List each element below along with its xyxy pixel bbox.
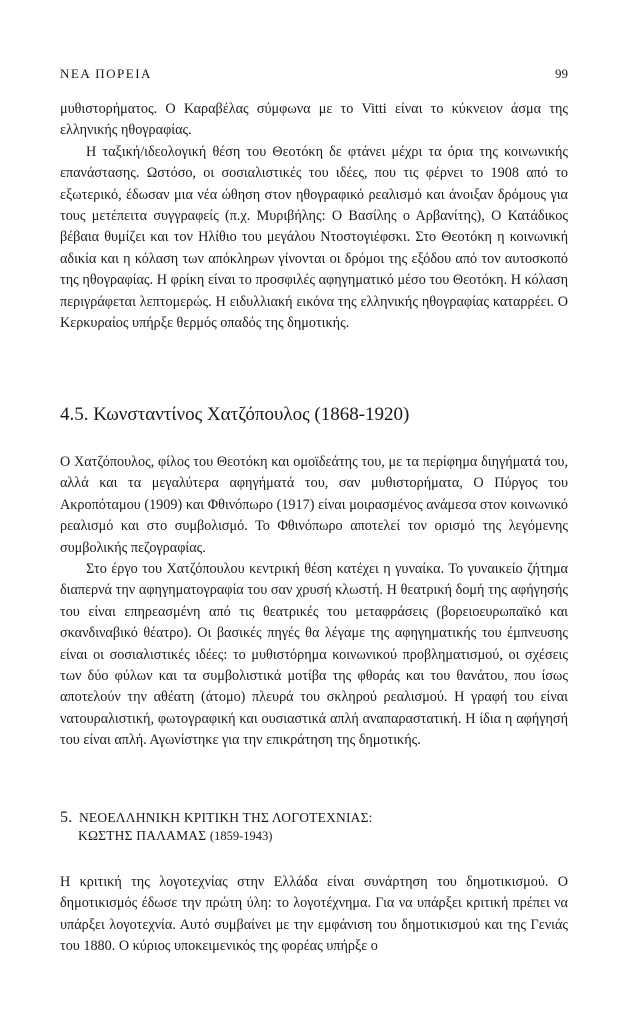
section-title-line-1: ΝΕΟΕΛΛΗΝΙΚΗ ΚΡΙΤΙΚΗ ΤΗΣ ΛΟΓΟΤΕΧΝΙΑΣ:	[78, 810, 373, 825]
section-title-dates: (1859-1943)	[209, 829, 273, 843]
paragraph: Στο έργο του Χατζόπουλου κεντρική θέση κατέχει η γυναίκα. Το γυναικείο ζήτημα διαπερνά την αφηγηματογραφία του σαν χρυσή κλωστή. Η θεατρική δομή της αφήγησής του είναι επηρεασμένη από τις θεατρικές του μεταφράσεις (βορειοευρωπαϊκό και σκανδιναβικό θέατρο). Οι βασικές πηγές θα λέγαμε της αφηγηματικής του έμπνευσης είναι οι σοσιαλιστικές ιδέες: το μυθιστόρημα κοινωνικού προβληματισμού, οι σχέσεις των δύο φύλων και τα συμβολιστικά μοτίβα της φθοράς και του θανάτου, που ίσως αποτελούν την αθέατη (άτομο) πλευρά του σκληρού ρεαλισμού. Η γραφή του είναι νατουραλιστική, φωτογραφική και ουσιαστικά απλή αναπαραστατική. Η ίδια η αφήγησή του είναι απλή. Αγωνίστηκε για την επικράτηση της δημοτικής.	[60, 561, 568, 749]
paragraph: Η ταξική/ιδεολογική θέση του Θεοτόκη δε φτάνει μέχρι τα όρια της κοινωνικής επανάστασης. Ωστόσο, οι σοσιαλιστικές του ιδέες, που τις φέρνει το 1908 από το εξωτερικό, έδωσαν μια νέα ώθηση στον ηθογραφικό ρεαλισμό και άνοιξαν δρόμους για τους μετέπειτα συγγραφείς (π.χ. Μυριβήλης: Ο Βασίλης ο Αρβανίτης), Ο Κατάδικος βέβαια θυμίζει και τον Ηλίθιο του μεγάλου Ντοστογιέφσκι. Στο Θεοτόκη η κοινωνική αδικία και η κόλαση των απόκληρων γίνονται οι δρόμοι της εξόδου από τον αυτοσκοπό της ηθογραφίας. Η φρίκη είναι το προσφιλές αφηγηματικό μέσο του Θεοτόκη. Η κόλαση περιγράφεται λεπτομερώς. Η ειδυλλιακή εικόνα της ελληνικής ηθογραφίας καταρρέει. Ο Κερκυραίος υπήρξε θερμός οπαδός της δημοτικής.	[60, 143, 568, 332]
page-number: 99	[555, 66, 568, 81]
body-text-block-3	[60, 872, 568, 958]
body-text-block-2	[60, 452, 568, 752]
section-title-line-2: ΚΩΣΤΗΣ ΠΑΛΑΜΑΣ	[78, 828, 207, 843]
running-head	[60, 66, 568, 82]
paragraph: Η κριτική της λογοτεχνίας στην Ελλάδα είναι συνάρτηση του δημοτικισμού. Ο δημοτικισμός έδωσε την πρώτη ύλη: το λογοτέχνημα. Για να υπάρξει κριτική πρέπει να υπάρξει λογοτεχνία. Αυτό συμβαίνει με την εμφάνιση του δημοτικισμού και της Γενιάς του 1880. Ο κύριος υποκειμενικός της φορέας υπήρξε ο	[60, 874, 568, 955]
paragraph: μυθιστορήματος. Ο Καραβέλας σύμφωνα με το Vitti είναι το κύκνειον άσμα της ελληνικής ηθογραφίας.	[60, 101, 568, 139]
paragraph: Ο Χατζόπουλος, φίλος του Θεοτόκη και ομοϊδεάτης του, με τα περίφημα διηγήματά του, αλλά και τα μεγαλύτερα αφηγήματά του, σαν μυθιστορήματα, Ο Πύργος του Ακροπόταμου (1909) και Φθινόπωρο (1917) είναι μοιρασμένος ανάμεσα στον κοινωνικό ρεαλισμό και στο συμβολισμό. Το Φθινόπωρο αποτελεί τον ορισμό της λεγόμενης συμβολικής πεζογραφίας.	[60, 454, 568, 556]
running-head-title: ΝΕΑ ΠΟΡΕΙΑ	[60, 66, 152, 81]
section-number: 5.	[60, 809, 73, 826]
section-heading-4-5: 4.5. Κωνσταντίνος Χατζόπουλος (1868-1920)	[60, 404, 410, 425]
section-heading-5	[60, 809, 568, 845]
body-text-block-1	[60, 99, 568, 334]
